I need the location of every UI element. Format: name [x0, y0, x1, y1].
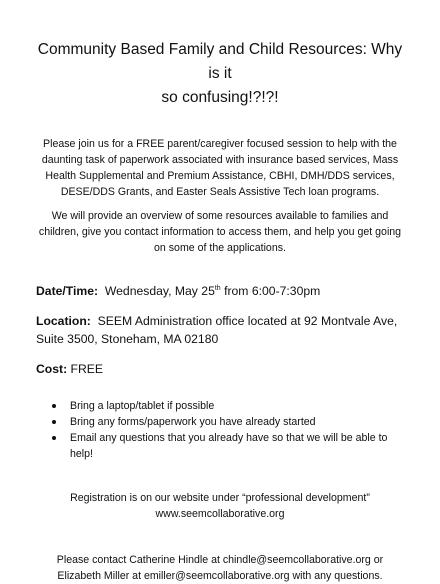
datetime-ordinal-suffix: th [214, 284, 221, 292]
bullet-icon [52, 404, 56, 408]
bullet-icon [52, 436, 56, 440]
datetime-time: from 6:00-7:30pm [220, 284, 321, 298]
registration-block [36, 490, 404, 522]
location-label: Location [36, 314, 87, 328]
bullet-icon [52, 420, 56, 424]
list-item-text: Bring a laptop/tablet if possible [70, 400, 215, 412]
datetime-field [36, 282, 404, 300]
datetime-label: Date/Time [36, 284, 95, 298]
list-item [50, 430, 404, 462]
datetime-colon: : [94, 284, 99, 298]
cost-value: FREE [70, 362, 104, 376]
cost-field [36, 360, 404, 378]
title-line-1: Community Based Family and Child Resources: Why is it [37, 41, 403, 82]
list-item [50, 414, 404, 430]
bring-list [50, 398, 404, 462]
list-item-text: Email any questions that you already have so that we will be able to help! [70, 432, 388, 460]
title-line-2: so confusing!?!?! [161, 89, 279, 106]
registration-text: Registration is on our website under “professional development” [70, 492, 370, 504]
intro-paragraph: Please join us for a FREE parent/caregiver focused session to help with the daunting task of paperwork associated with insurance based services, Mass Health Supplemental and Premium Assistance, CBHI, DMH/DDS services, DESE/DDS Grants, and Easter Seals Assistive Tech loan programs. [41, 138, 399, 198]
location-field [36, 312, 404, 348]
datetime-value: Wednesday, May 25 [104, 284, 215, 298]
flyer-title [36, 38, 404, 110]
list-item [50, 398, 404, 414]
contact-paragraph: Please contact Catherine Hindle at chindle@seemcollaborative.org or Elizabeth Miller at emiller@seemcollaborative.org with any questions. [56, 554, 384, 582]
list-item-text: Bring any forms/paperwork you have already started [70, 416, 316, 428]
cost-colon: : [63, 362, 68, 376]
location-colon: : [86, 314, 91, 328]
website-link[interactable]: www.seemcollaborative.org [155, 508, 285, 520]
overview-paragraph: We will provide an overview of some resources available to families and children, give you contact information to access them, and help you get going on some of the applications. [38, 210, 402, 254]
location-value: SEEM Administration office located at 92 Montvale Ave, Suite 3500, Stoneham, MA 02180 [36, 314, 398, 346]
cost-label: Cost [36, 362, 64, 376]
